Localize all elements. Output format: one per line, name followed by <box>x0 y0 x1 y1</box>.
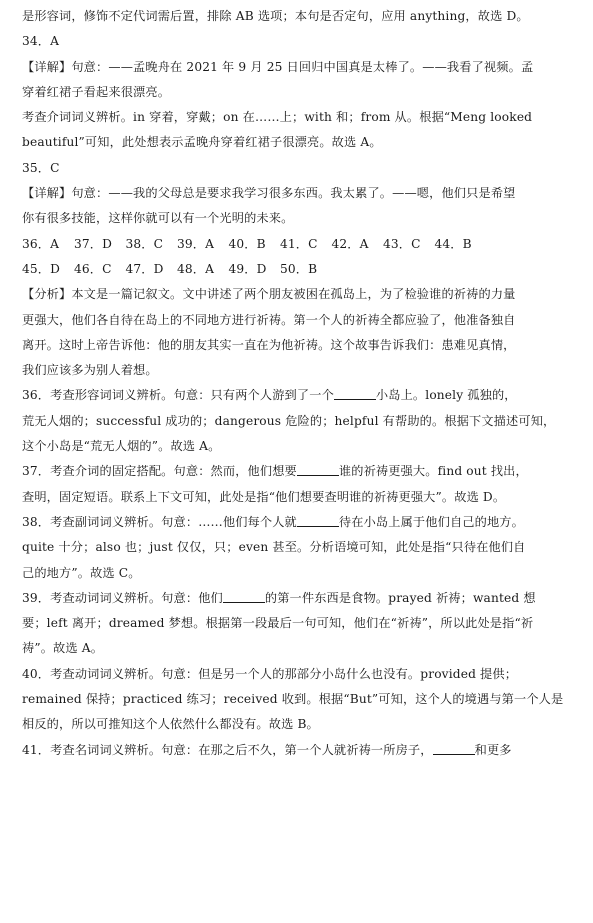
answer-item: 41．C <box>280 236 318 251</box>
q36-text: 36．考查形容词词义辨析。句意：只有两个人游到了一个 <box>22 388 334 403</box>
answer-item: 47．D <box>125 261 164 276</box>
answer-item: 46．C <box>74 261 112 276</box>
text-line: 荒无人烟的；successful 成功的；dangerous 危险的；helpful 有帮助的。根据下文描述可知， <box>22 413 556 428</box>
question-41-line <box>22 738 567 763</box>
question-40-line: 40．考查动词词义辨析。句意：但是另一个人的那部分小岛什么也没有。provided 提供； <box>22 666 518 681</box>
answer-item: 49．D <box>228 261 267 276</box>
answer-item: 39．A <box>177 236 215 251</box>
answer-item: 38．C <box>125 236 164 251</box>
answer-blank <box>297 514 339 527</box>
question-38-line <box>22 510 567 535</box>
q38-text: 38．考查副词词义辨析。句意：……他们每个人就 <box>22 514 297 529</box>
text-line: 穿着红裙子看起来很漂亮。 <box>22 84 171 99</box>
answer-blank <box>297 463 339 476</box>
answer-item: 48．A <box>177 261 215 276</box>
answer-item: 45．D <box>22 261 61 276</box>
answer-item: 36．A <box>22 236 60 251</box>
answer-item: 44．B <box>434 236 472 251</box>
q39-text: 39．考查动词词义辨析。句意：他们 <box>22 590 223 605</box>
q37-text: 谁的祈祷更强大。find out 找出， <box>338 464 528 479</box>
answer-item: 50．B <box>280 261 318 276</box>
q36-text: 小岛上。lonely 孤独的， <box>375 388 517 403</box>
answer-item: 40．B <box>228 236 266 251</box>
q39-text: 的第一件东西是食物。prayed 祈祷；wanted 想 <box>264 590 536 605</box>
text-line: 是形容词，修饰不定代词需后置，排除 AB 选项；本句是否定句，应用 anything，故选 D。 <box>22 9 529 23</box>
text-line: 己的地方”。故选 C。 <box>22 565 141 580</box>
text-line: 你有很多技能，这样你就可以有一个光明的未来。 <box>22 211 294 226</box>
q37-text: 37．考查介词的固定搭配。句意：然而，他们想要 <box>22 464 297 479</box>
question-36-line <box>22 383 567 408</box>
answer-item: 37．D <box>74 236 113 251</box>
analysis-line: 我们应该多为别人着想。 <box>22 363 158 378</box>
text-line: 相反的，所以可推知这个人依然什么都没有。故选 B。 <box>22 717 319 732</box>
question-37-line <box>22 459 567 484</box>
text-line: beautiful”可知，此处想表示孟晚舟穿着红裙子很漂亮。故选 A。 <box>22 135 382 150</box>
analysis-line: 【分析】本文是一篇记叙文。文中讲述了两个朋友被困在孤岛上，为了检验谁的祈祷的力量 <box>22 287 516 302</box>
answer-blank <box>433 742 475 755</box>
text-line: 祷”。故选 A。 <box>22 641 104 656</box>
text-line: 【详解】句意：——我的父母总是要求我学习很多东西。我太累了。——嗯，他们只是希望 <box>22 186 516 201</box>
analysis-line: 更强大，他们各自待在岛上的不同地方进行祈祷。第一个人的祈祷全都应验了，他准备独自 <box>22 312 516 327</box>
text-line: 查明，固定短语。联系上下文可知，此处是指“他们想要查明谁的祈祷更强大”。故选 D。 <box>22 489 506 504</box>
text-line: quite 十分；also 也；just 仅仅，只；even 甚至。分析语境可知，此处是指“只待在他们自 <box>22 540 526 555</box>
answer-key-row-1 <box>22 232 567 257</box>
answer-blank <box>223 590 265 603</box>
q41-text: 和更多 <box>474 742 512 757</box>
answer-35: 35．C <box>22 160 60 175</box>
q41-text: 41．考查名词词义辨析。句意：在那之后不久，第一个人就祈祷一所房子， <box>22 742 433 757</box>
q38-text: 待在小岛上属于他们自己的地方。 <box>338 514 524 529</box>
analysis-line: 离开。这时上帝告诉他：他的朋友其实一直在为他祈祷。这个故事告诉我们：患难见真情， <box>22 337 516 352</box>
answer-item: 43．C <box>383 236 421 251</box>
text-line: 这个小岛是“荒无人烟的”。故选 A。 <box>22 439 221 454</box>
answer-blank <box>334 387 376 400</box>
answer-item: 42．A <box>331 236 369 251</box>
text-line: 要；left 离开；dreamed 梦想。根据第一段最后一句可知，他们在“祈祷”，所以此处是指“祈 <box>22 616 534 631</box>
question-39-line <box>22 586 567 611</box>
text-line: remained 保持；practiced 练习；received 收到。根据“But”可知，这个人的境遇与第一个人是 <box>22 692 564 707</box>
answer-34: 34．A <box>22 34 60 49</box>
text-line: 【详解】句意：——孟晚舟在 2021 年 9 月 25 日回归中国真是太棒了。——我看了视频。孟 <box>22 59 534 74</box>
answer-key-row-2 <box>22 257 567 282</box>
text-line: 考查介词词义辨析。in 穿着，穿戴；on 在……上；with 和；from 从。根据“Meng looked <box>22 110 533 125</box>
